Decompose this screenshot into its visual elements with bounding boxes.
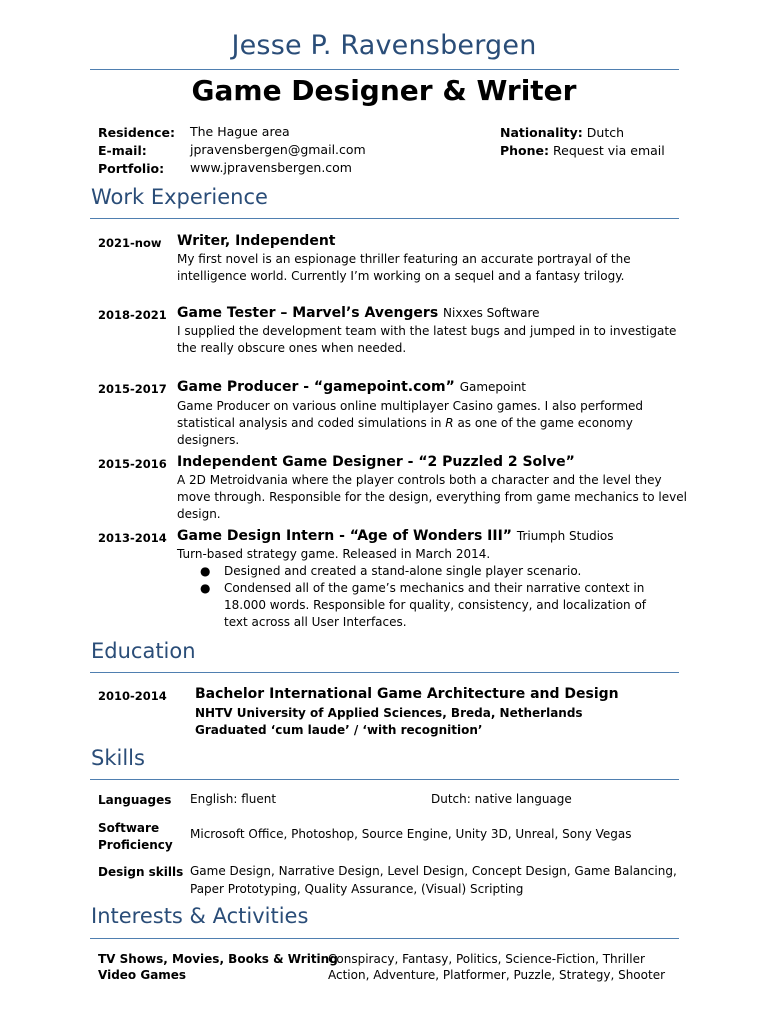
page-title: Game Designer & Writer	[191, 74, 577, 107]
interest-value-games: Action, Adventure, Platformer, Puzzle, Strategy, Shooter	[328, 968, 666, 982]
job-description-part: Game Producer on various online multiplayer Casino games. I also performed statistical analysis and coded simulations in	[177, 399, 644, 430]
section-heading-interests: Interests & Activities	[91, 904, 309, 928]
section-heading-work: Work Experience	[91, 185, 268, 209]
phone-value: Request via email	[553, 143, 665, 158]
r-language: R	[445, 416, 454, 430]
skills-divider	[90, 779, 679, 780]
job-description	[177, 398, 687, 449]
job-title-text: Game Producer - “gamepoint.com”	[177, 379, 455, 395]
residence-value: The Hague area	[190, 124, 290, 139]
portfolio-label: Portfolio:	[98, 161, 165, 176]
work-divider	[90, 218, 679, 219]
language-dutch: Dutch: native language	[431, 792, 572, 806]
bullet-icon: ●	[200, 564, 211, 578]
interest-label-media: TV Shows, Movies, Books & Writing	[98, 952, 338, 966]
job-date: 2015-2016	[98, 457, 167, 471]
job-description: I supplied the development team with the latest bugs and jumped in to investigate the really obscure ones when needed.	[177, 324, 677, 355]
school-name: NHTV University of Applied Sciences, Breda, Netherlands	[195, 706, 583, 720]
section-heading-education: Education	[91, 639, 196, 663]
job-company: Gamepoint	[459, 380, 527, 394]
skill-label-languages: Languages	[98, 793, 172, 807]
interest-label-games: Video Games	[98, 968, 187, 982]
email-label: E-mail:	[98, 143, 147, 158]
job-description-part: as one of the game economy designers.	[177, 416, 633, 447]
job-date: 2013-2014	[98, 531, 167, 545]
job-title-text: Independent Game Designer - “2 Puzzled 2 Solve”	[177, 454, 575, 470]
list-item	[200, 563, 674, 580]
education-divider	[90, 672, 679, 673]
skill-label-software-2: Proficiency	[98, 838, 173, 852]
nationality-value: Dutch	[586, 125, 625, 140]
candidate-name: Jesse P. Ravensbergen	[231, 30, 537, 61]
job-title	[177, 454, 575, 470]
list-item	[200, 580, 672, 631]
phone-line	[500, 143, 665, 158]
residence-label: Residence:	[98, 125, 176, 140]
list-item-text: Designed and created a stand-alone single player scenario.	[224, 564, 582, 578]
job-description: Turn-based strategy game. Released in March 2014.	[177, 547, 491, 561]
job-title	[177, 233, 335, 249]
job-description: A 2D Metroidvania where the player controls both a character and the level they move through. Responsible for the design, everything from game mechanics to level design.	[177, 473, 687, 521]
job-title	[177, 379, 526, 395]
section-heading-skills: Skills	[91, 746, 145, 770]
education-date: 2010-2014	[98, 689, 167, 703]
job-date: 2018-2021	[98, 308, 167, 322]
job-date: 2021-now	[98, 236, 162, 250]
header-divider	[90, 69, 679, 70]
job-title-text: Writer, Independent	[177, 233, 336, 249]
job-description: My first novel is an espionage thriller featuring an accurate portrayal of the intelligence world. Currently I’m working on a sequel and a fantasy trilogy.	[177, 252, 631, 283]
job-title-text: Game Tester – Marvel’s Avengers	[177, 305, 439, 321]
email-value[interactable]: jpravensbergen@gmail.com	[190, 142, 366, 157]
job-title-text: Game Design Intern - “Age of Wonders III”	[177, 528, 512, 544]
job-company: Triumph Studios	[516, 529, 614, 543]
design-skills-line2: Paper Prototyping, Quality Assurance, (Visual) Scripting	[190, 882, 524, 896]
nationality-label: Nationality:	[500, 125, 583, 140]
degree-title: Bachelor International Game Architecture and Design	[195, 686, 619, 702]
skill-label-design: Design skills	[98, 865, 184, 879]
graduation-honors: Graduated ‘cum laude’ / ‘with recognition’	[195, 723, 483, 737]
skill-label-software: Software	[98, 821, 160, 835]
list-item-text: Condensed all of the game’s mechanics and their narrative context in 18.000 words. Responsible for quality, consistency, and localization of text across all User Interfaces.	[224, 581, 647, 629]
design-skills-line1: Game Design, Narrative Design, Level Design, Concept Design, Game Balancing,	[190, 864, 677, 878]
job-title	[177, 528, 614, 544]
job-date: 2015-2017	[98, 382, 167, 396]
portfolio-link[interactable]: www.jpravensbergen.com	[190, 160, 352, 175]
job-company: Nixxes Software	[443, 306, 540, 320]
job-title	[177, 305, 540, 321]
phone-label: Phone:	[500, 143, 550, 158]
interest-value-media: Conspiracy, Fantasy, Politics, Science-Fiction, Thriller	[328, 952, 645, 966]
language-english: English: fluent	[190, 792, 277, 806]
software-skills: Microsoft Office, Photoshop, Source Engine, Unity 3D, Unreal, Sony Vegas	[190, 827, 632, 841]
bullet-icon: ●	[200, 581, 211, 595]
nationality-line	[500, 125, 624, 140]
interests-divider	[90, 938, 679, 939]
